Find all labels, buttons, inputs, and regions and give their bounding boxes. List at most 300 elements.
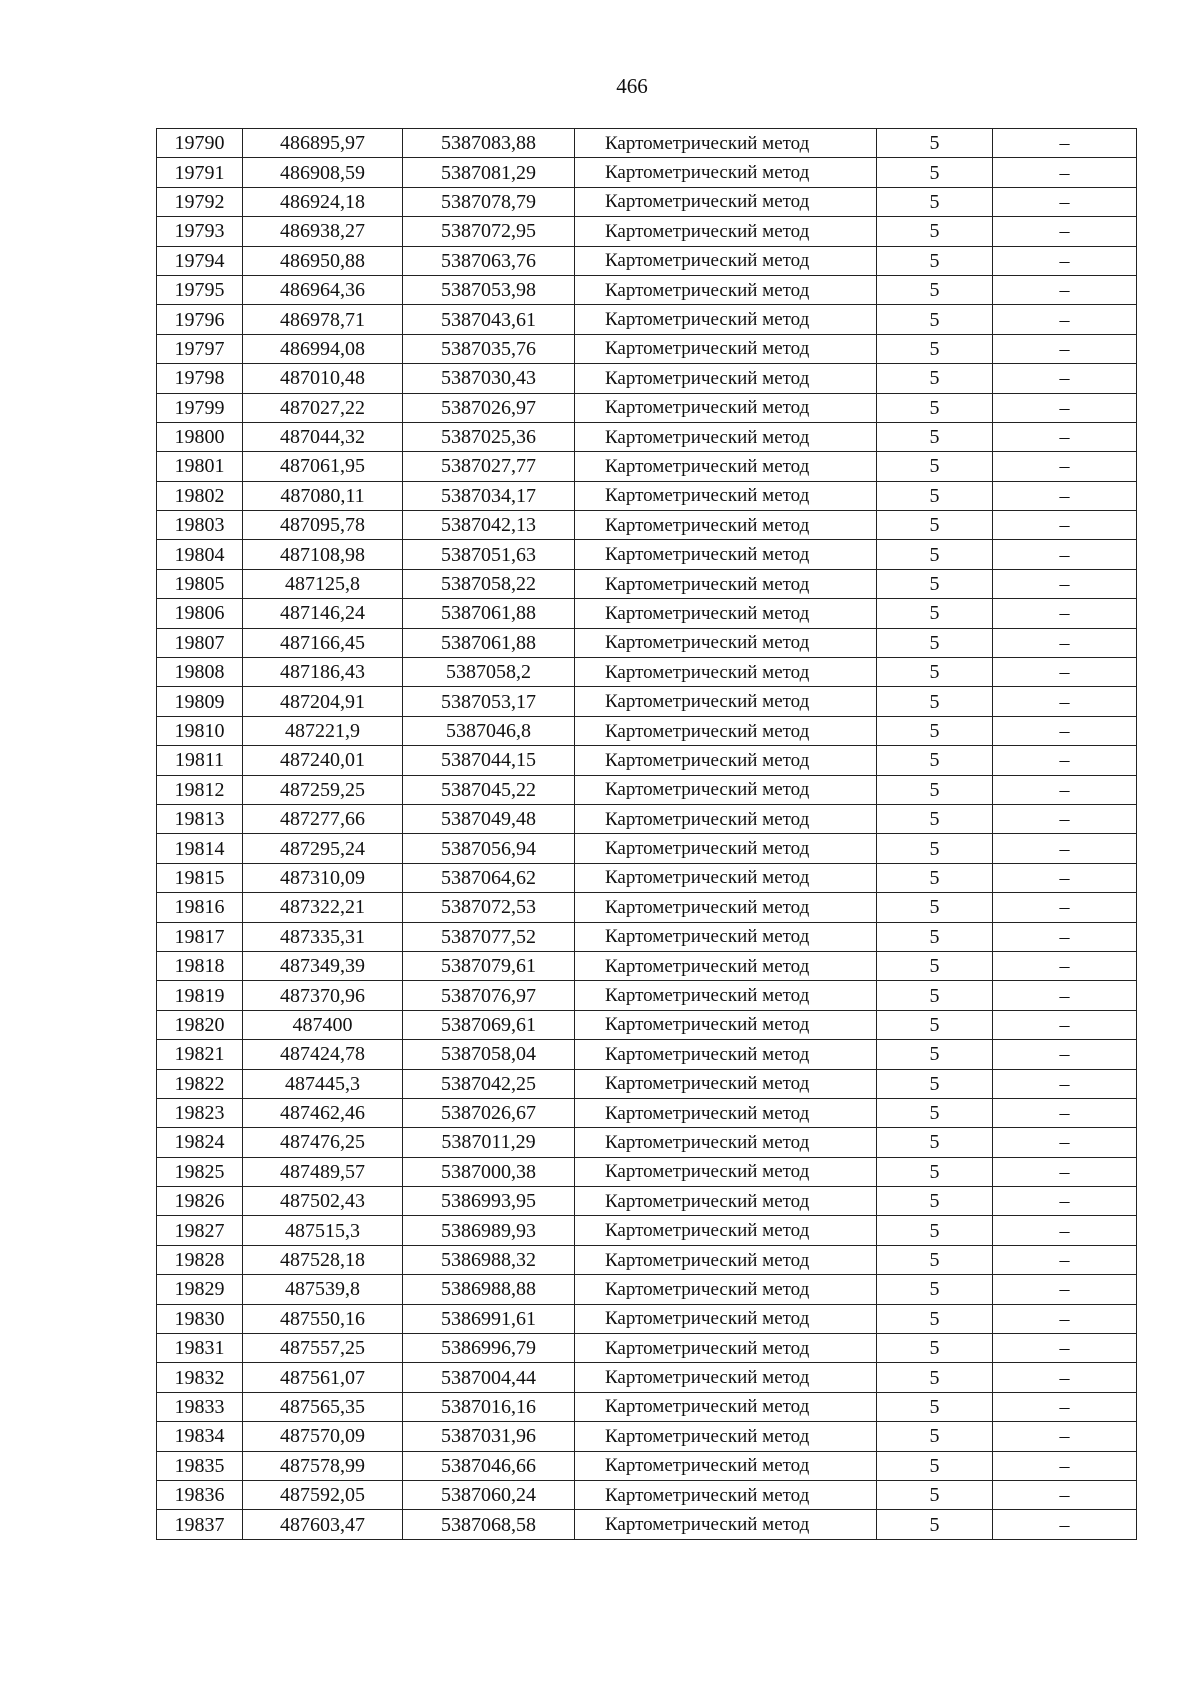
y-coordinate-cell: 5387078,79 [403, 187, 575, 216]
point-number-cell: 19820 [157, 1010, 243, 1039]
x-coordinate-cell: 487561,07 [243, 1363, 403, 1392]
description-cell: – [993, 1187, 1137, 1216]
description-cell: – [993, 951, 1137, 980]
description-cell: – [993, 628, 1137, 657]
description-cell: – [993, 246, 1137, 275]
x-coordinate-cell: 487502,43 [243, 1187, 403, 1216]
accuracy-cell: 5 [877, 863, 993, 892]
x-coordinate-cell: 487349,39 [243, 951, 403, 980]
y-coordinate-cell: 5387058,04 [403, 1040, 575, 1069]
x-coordinate-cell: 487565,35 [243, 1392, 403, 1421]
x-coordinate-cell: 487603,47 [243, 1510, 403, 1539]
point-number-cell: 19806 [157, 599, 243, 628]
y-coordinate-cell: 5387026,67 [403, 1098, 575, 1127]
x-coordinate-cell: 487462,46 [243, 1098, 403, 1127]
table-row [157, 1334, 1137, 1363]
table-row [157, 628, 1137, 657]
y-coordinate-cell: 5386993,95 [403, 1187, 575, 1216]
point-number-cell: 19809 [157, 687, 243, 716]
x-coordinate-cell: 487277,66 [243, 804, 403, 833]
y-coordinate-cell: 5387025,36 [403, 422, 575, 451]
point-number-cell: 19799 [157, 393, 243, 422]
description-cell: – [993, 540, 1137, 569]
table-row [157, 804, 1137, 833]
table-row [157, 1392, 1137, 1421]
y-coordinate-cell: 5387042,13 [403, 511, 575, 540]
x-coordinate-cell: 487166,45 [243, 628, 403, 657]
point-number-cell: 19830 [157, 1304, 243, 1333]
accuracy-cell: 5 [877, 1157, 993, 1186]
x-coordinate-cell: 487550,16 [243, 1304, 403, 1333]
point-number-cell: 19816 [157, 893, 243, 922]
x-coordinate-cell: 486950,88 [243, 246, 403, 275]
method-cell: Картометрический метод [575, 481, 877, 510]
y-coordinate-cell: 5387072,53 [403, 893, 575, 922]
table-row [157, 158, 1137, 187]
coordinates-table-body [157, 129, 1137, 1540]
y-coordinate-cell: 5387053,98 [403, 275, 575, 304]
point-number-cell: 19815 [157, 863, 243, 892]
x-coordinate-cell: 487528,18 [243, 1245, 403, 1274]
x-coordinate-cell: 487570,09 [243, 1422, 403, 1451]
method-cell: Картометрический метод [575, 246, 877, 275]
method-cell: Картометрический метод [575, 217, 877, 246]
table-row [157, 1245, 1137, 1274]
method-cell: Картометрический метод [575, 187, 877, 216]
description-cell: – [993, 305, 1137, 334]
table-row [157, 1040, 1137, 1069]
point-number-cell: 19819 [157, 981, 243, 1010]
x-coordinate-cell: 487310,09 [243, 863, 403, 892]
x-coordinate-cell: 487489,57 [243, 1157, 403, 1186]
y-coordinate-cell: 5387034,17 [403, 481, 575, 510]
y-coordinate-cell: 5387051,63 [403, 540, 575, 569]
description-cell: – [993, 452, 1137, 481]
point-number-cell: 19811 [157, 746, 243, 775]
method-cell: Картометрический метод [575, 305, 877, 334]
description-cell: – [993, 1422, 1137, 1451]
y-coordinate-cell: 5387058,22 [403, 569, 575, 598]
description-cell: – [993, 129, 1137, 158]
point-number-cell: 19797 [157, 334, 243, 363]
y-coordinate-cell: 5387011,29 [403, 1128, 575, 1157]
table-row [157, 1275, 1137, 1304]
method-cell: Картометрический метод [575, 275, 877, 304]
point-number-cell: 19829 [157, 1275, 243, 1304]
point-number-cell: 19837 [157, 1510, 243, 1539]
description-cell: – [993, 1480, 1137, 1509]
method-cell: Картометрический метод [575, 540, 877, 569]
table-row [157, 687, 1137, 716]
accuracy-cell: 5 [877, 1128, 993, 1157]
accuracy-cell: 5 [877, 1069, 993, 1098]
description-cell: – [993, 804, 1137, 833]
x-coordinate-cell: 486964,36 [243, 275, 403, 304]
method-cell: Картометрический метод [575, 1040, 877, 1069]
description-cell: – [993, 1010, 1137, 1039]
table-row [157, 540, 1137, 569]
point-number-cell: 19827 [157, 1216, 243, 1245]
x-coordinate-cell: 487186,43 [243, 658, 403, 687]
x-coordinate-cell: 487578,99 [243, 1451, 403, 1480]
x-coordinate-cell: 487592,05 [243, 1480, 403, 1509]
accuracy-cell: 5 [877, 275, 993, 304]
x-coordinate-cell: 487557,25 [243, 1334, 403, 1363]
x-coordinate-cell: 487295,24 [243, 834, 403, 863]
accuracy-cell: 5 [877, 1304, 993, 1333]
description-cell: – [993, 1451, 1137, 1480]
description-cell: – [993, 658, 1137, 687]
point-number-cell: 19817 [157, 922, 243, 951]
description-cell: – [993, 187, 1137, 216]
method-cell: Картометрический метод [575, 658, 877, 687]
accuracy-cell: 5 [877, 422, 993, 451]
method-cell: Картометрический метод [575, 393, 877, 422]
x-coordinate-cell: 487259,25 [243, 775, 403, 804]
description-cell: – [993, 716, 1137, 745]
table-row [157, 393, 1137, 422]
x-coordinate-cell: 487445,3 [243, 1069, 403, 1098]
accuracy-cell: 5 [877, 1510, 993, 1539]
accuracy-cell: 5 [877, 687, 993, 716]
method-cell: Картометрический метод [575, 716, 877, 745]
y-coordinate-cell: 5387077,52 [403, 922, 575, 951]
point-number-cell: 19790 [157, 129, 243, 158]
y-coordinate-cell: 5387046,8 [403, 716, 575, 745]
point-number-cell: 19824 [157, 1128, 243, 1157]
point-number-cell: 19805 [157, 569, 243, 598]
x-coordinate-cell: 486938,27 [243, 217, 403, 246]
point-number-cell: 19793 [157, 217, 243, 246]
table-row [157, 364, 1137, 393]
table-row [157, 217, 1137, 246]
accuracy-cell: 5 [877, 1010, 993, 1039]
method-cell: Картометрический метод [575, 334, 877, 363]
x-coordinate-cell: 486924,18 [243, 187, 403, 216]
x-coordinate-cell: 487095,78 [243, 511, 403, 540]
description-cell: – [993, 599, 1137, 628]
accuracy-cell: 5 [877, 481, 993, 510]
x-coordinate-cell: 487424,78 [243, 1040, 403, 1069]
point-number-cell: 19795 [157, 275, 243, 304]
method-cell: Картометрический метод [575, 511, 877, 540]
method-cell: Картометрический метод [575, 804, 877, 833]
description-cell: – [993, 1245, 1137, 1274]
description-cell: – [993, 422, 1137, 451]
y-coordinate-cell: 5387083,88 [403, 129, 575, 158]
table-row [157, 1128, 1137, 1157]
accuracy-cell: 5 [877, 628, 993, 657]
point-number-cell: 19832 [157, 1363, 243, 1392]
point-number-cell: 19792 [157, 187, 243, 216]
table-row [157, 1216, 1137, 1245]
table-row [157, 863, 1137, 892]
accuracy-cell: 5 [877, 1098, 993, 1127]
method-cell: Картометрический метод [575, 158, 877, 187]
y-coordinate-cell: 5387049,48 [403, 804, 575, 833]
method-cell: Картометрический метод [575, 687, 877, 716]
x-coordinate-cell: 487204,91 [243, 687, 403, 716]
description-cell: – [993, 1098, 1137, 1127]
accuracy-cell: 5 [877, 922, 993, 951]
table-row [157, 1157, 1137, 1186]
description-cell: – [993, 1334, 1137, 1363]
method-cell: Картометрический метод [575, 422, 877, 451]
point-number-cell: 19825 [157, 1157, 243, 1186]
x-coordinate-cell: 486908,59 [243, 158, 403, 187]
table-row [157, 775, 1137, 804]
method-cell: Картометрический метод [575, 1128, 877, 1157]
point-number-cell: 19834 [157, 1422, 243, 1451]
table-row [157, 1304, 1137, 1333]
description-cell: – [993, 217, 1137, 246]
accuracy-cell: 5 [877, 305, 993, 334]
page-number: 466 [616, 74, 648, 98]
accuracy-cell: 5 [877, 951, 993, 980]
x-coordinate-cell: 487476,25 [243, 1128, 403, 1157]
y-coordinate-cell: 5387044,15 [403, 746, 575, 775]
accuracy-cell: 5 [877, 569, 993, 598]
accuracy-cell: 5 [877, 981, 993, 1010]
method-cell: Картометрический метод [575, 364, 877, 393]
method-cell: Картометрический метод [575, 1334, 877, 1363]
x-coordinate-cell: 487240,01 [243, 746, 403, 775]
x-coordinate-cell: 487335,31 [243, 922, 403, 951]
point-number-cell: 19810 [157, 716, 243, 745]
y-coordinate-cell: 5387045,22 [403, 775, 575, 804]
point-number-cell: 19835 [157, 1451, 243, 1480]
description-cell: – [993, 687, 1137, 716]
description-cell: – [993, 775, 1137, 804]
method-cell: Картометрический метод [575, 775, 877, 804]
x-coordinate-cell: 487146,24 [243, 599, 403, 628]
accuracy-cell: 5 [877, 1480, 993, 1509]
point-number-cell: 19821 [157, 1040, 243, 1069]
description-cell: – [993, 1275, 1137, 1304]
y-coordinate-cell: 5387031,96 [403, 1422, 575, 1451]
description-cell: – [993, 1157, 1137, 1186]
description-cell: – [993, 158, 1137, 187]
accuracy-cell: 5 [877, 511, 993, 540]
accuracy-cell: 5 [877, 1040, 993, 1069]
description-cell: – [993, 1069, 1137, 1098]
description-cell: – [993, 1128, 1137, 1157]
y-coordinate-cell: 5386991,61 [403, 1304, 575, 1333]
accuracy-cell: 5 [877, 364, 993, 393]
point-number-cell: 19796 [157, 305, 243, 334]
x-coordinate-cell: 487027,22 [243, 393, 403, 422]
method-cell: Картометрический метод [575, 1187, 877, 1216]
method-cell: Картометрический метод [575, 569, 877, 598]
table-row [157, 893, 1137, 922]
description-cell: – [993, 1510, 1137, 1539]
table-row [157, 246, 1137, 275]
description-cell: – [993, 481, 1137, 510]
x-coordinate-cell: 487515,3 [243, 1216, 403, 1245]
accuracy-cell: 5 [877, 1392, 993, 1421]
point-number-cell: 19804 [157, 540, 243, 569]
method-cell: Картометрический метод [575, 1098, 877, 1127]
point-number-cell: 19822 [157, 1069, 243, 1098]
y-coordinate-cell: 5387079,61 [403, 951, 575, 980]
description-cell: – [993, 1304, 1137, 1333]
accuracy-cell: 5 [877, 1245, 993, 1274]
point-number-cell: 19801 [157, 452, 243, 481]
accuracy-cell: 5 [877, 746, 993, 775]
description-cell: – [993, 364, 1137, 393]
point-number-cell: 19803 [157, 511, 243, 540]
accuracy-cell: 5 [877, 334, 993, 363]
y-coordinate-cell: 5387026,97 [403, 393, 575, 422]
accuracy-cell: 5 [877, 1275, 993, 1304]
accuracy-cell: 5 [877, 1216, 993, 1245]
y-coordinate-cell: 5387004,44 [403, 1363, 575, 1392]
point-number-cell: 19831 [157, 1334, 243, 1363]
description-cell: – [993, 981, 1137, 1010]
accuracy-cell: 5 [877, 893, 993, 922]
point-number-cell: 19836 [157, 1480, 243, 1509]
table-row [157, 481, 1137, 510]
y-coordinate-cell: 5387058,2 [403, 658, 575, 687]
method-cell: Картометрический метод [575, 1480, 877, 1509]
y-coordinate-cell: 5387030,43 [403, 364, 575, 393]
table-row [157, 1451, 1137, 1480]
y-coordinate-cell: 5387061,88 [403, 628, 575, 657]
method-cell: Картометрический метод [575, 1245, 877, 1274]
y-coordinate-cell: 5387046,66 [403, 1451, 575, 1480]
accuracy-cell: 5 [877, 1187, 993, 1216]
description-cell: – [993, 569, 1137, 598]
table-row [157, 129, 1137, 158]
x-coordinate-cell: 486978,71 [243, 305, 403, 334]
description-cell: – [993, 922, 1137, 951]
accuracy-cell: 5 [877, 540, 993, 569]
y-coordinate-cell: 5387027,77 [403, 452, 575, 481]
x-coordinate-cell: 487010,48 [243, 364, 403, 393]
x-coordinate-cell: 487400 [243, 1010, 403, 1039]
y-coordinate-cell: 5386989,93 [403, 1216, 575, 1245]
accuracy-cell: 5 [877, 187, 993, 216]
method-cell: Картометрический метод [575, 1451, 877, 1480]
y-coordinate-cell: 5387069,61 [403, 1010, 575, 1039]
method-cell: Картометрический метод [575, 1157, 877, 1186]
method-cell: Картометрический метод [575, 1363, 877, 1392]
accuracy-cell: 5 [877, 834, 993, 863]
accuracy-cell: 5 [877, 804, 993, 833]
table-row [157, 658, 1137, 687]
description-cell: – [993, 275, 1137, 304]
point-number-cell: 19802 [157, 481, 243, 510]
description-cell: – [993, 834, 1137, 863]
table-row [157, 1098, 1137, 1127]
accuracy-cell: 5 [877, 658, 993, 687]
method-cell: Картометрический метод [575, 1510, 877, 1539]
accuracy-cell: 5 [877, 393, 993, 422]
method-cell: Картометрический метод [575, 1422, 877, 1451]
accuracy-cell: 5 [877, 217, 993, 246]
x-coordinate-cell: 487221,9 [243, 716, 403, 745]
description-cell: – [993, 1363, 1137, 1392]
description-cell: – [993, 746, 1137, 775]
accuracy-cell: 5 [877, 1422, 993, 1451]
table-row [157, 1480, 1137, 1509]
method-cell: Картометрический метод [575, 1010, 877, 1039]
accuracy-cell: 5 [877, 246, 993, 275]
accuracy-cell: 5 [877, 452, 993, 481]
x-coordinate-cell: 486895,97 [243, 129, 403, 158]
accuracy-cell: 5 [877, 1451, 993, 1480]
table-row [157, 422, 1137, 451]
accuracy-cell: 5 [877, 716, 993, 745]
table-row [157, 1069, 1137, 1098]
table-row [157, 981, 1137, 1010]
table-row [157, 599, 1137, 628]
method-cell: Картометрический метод [575, 452, 877, 481]
accuracy-cell: 5 [877, 1334, 993, 1363]
table-row [157, 922, 1137, 951]
method-cell: Картометрический метод [575, 922, 877, 951]
method-cell: Картометрический метод [575, 628, 877, 657]
y-coordinate-cell: 5387064,62 [403, 863, 575, 892]
point-number-cell: 19808 [157, 658, 243, 687]
x-coordinate-cell: 487370,96 [243, 981, 403, 1010]
point-number-cell: 19818 [157, 951, 243, 980]
description-cell: – [993, 1392, 1137, 1421]
table-row [157, 1510, 1137, 1539]
table-row [157, 834, 1137, 863]
point-number-cell: 19833 [157, 1392, 243, 1421]
description-cell: – [993, 1216, 1137, 1245]
accuracy-cell: 5 [877, 158, 993, 187]
method-cell: Картометрический метод [575, 1304, 877, 1333]
y-coordinate-cell: 5387068,58 [403, 1510, 575, 1539]
x-coordinate-cell: 487539,8 [243, 1275, 403, 1304]
x-coordinate-cell: 487044,32 [243, 422, 403, 451]
table-row [157, 716, 1137, 745]
description-cell: – [993, 863, 1137, 892]
table-row [157, 951, 1137, 980]
point-number-cell: 19791 [157, 158, 243, 187]
y-coordinate-cell: 5386996,79 [403, 1334, 575, 1363]
y-coordinate-cell: 5386988,32 [403, 1245, 575, 1274]
method-cell: Картометрический метод [575, 893, 877, 922]
table-row [157, 1187, 1137, 1216]
x-coordinate-cell: 487061,95 [243, 452, 403, 481]
table-row [157, 746, 1137, 775]
accuracy-cell: 5 [877, 129, 993, 158]
y-coordinate-cell: 5387063,76 [403, 246, 575, 275]
point-number-cell: 19814 [157, 834, 243, 863]
point-number-cell: 19798 [157, 364, 243, 393]
point-number-cell: 19823 [157, 1098, 243, 1127]
table-row [157, 511, 1137, 540]
method-cell: Картометрический метод [575, 834, 877, 863]
accuracy-cell: 5 [877, 1363, 993, 1392]
y-coordinate-cell: 5387000,38 [403, 1157, 575, 1186]
y-coordinate-cell: 5387016,16 [403, 1392, 575, 1421]
y-coordinate-cell: 5387035,76 [403, 334, 575, 363]
table-row [157, 305, 1137, 334]
description-cell: – [993, 334, 1137, 363]
y-coordinate-cell: 5386988,88 [403, 1275, 575, 1304]
accuracy-cell: 5 [877, 775, 993, 804]
method-cell: Картометрический метод [575, 1216, 877, 1245]
point-number-cell: 19828 [157, 1245, 243, 1274]
table-row [157, 452, 1137, 481]
point-number-cell: 19794 [157, 246, 243, 275]
table-row [157, 1010, 1137, 1039]
point-number-cell: 19813 [157, 804, 243, 833]
